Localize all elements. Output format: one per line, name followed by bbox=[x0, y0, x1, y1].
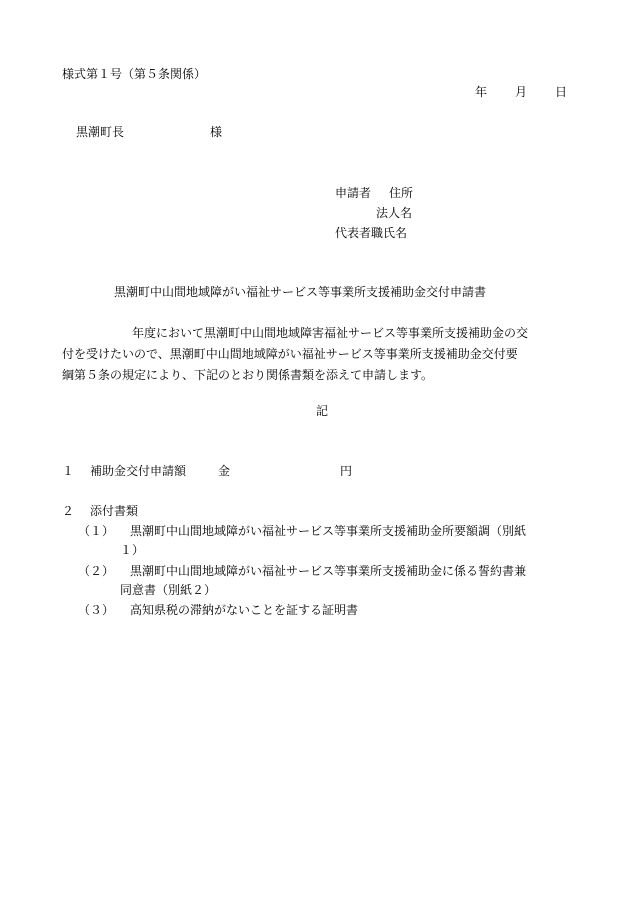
section-1-label: 補助金交付申請額 bbox=[90, 464, 187, 478]
addressee-honorific: 様 bbox=[210, 125, 223, 139]
attachment-item-2-text: 黒潮町中山間地域障がい福祉サービス等事業所支援補助金に係る誓約書兼 bbox=[130, 564, 527, 578]
section-1-kin: 金 bbox=[218, 464, 231, 478]
attachment-item-2-number: （２） bbox=[78, 564, 115, 578]
applicant-rep-label: 代表者職氏名 bbox=[335, 226, 408, 240]
attachment-item-1-text-cont: １） bbox=[120, 543, 145, 557]
attachment-item-2-text-cont: 同意書（別紙２） bbox=[120, 583, 217, 597]
applicant-corp-label: 法人名 bbox=[376, 206, 413, 220]
applicant-role-label: 申請者 bbox=[335, 186, 372, 200]
attachment-item-3-number: （３） bbox=[78, 603, 115, 617]
section-1-number: １ bbox=[62, 464, 75, 478]
body-line-1: 年度において黒潮町中山間地域障害福祉サービス等事業所支援補助金の交 bbox=[132, 326, 529, 340]
date-line bbox=[475, 84, 567, 101]
attachment-item-3-text: 高知県税の滞納がないことを証する証明書 bbox=[130, 603, 359, 617]
attachment-item-1-text: 黒潮町中山間地域障がい福祉サービス等事業所支援補助金所要額調（別紙 bbox=[130, 524, 527, 538]
date-year: 年 bbox=[475, 85, 488, 99]
section-2-label: 添付書類 bbox=[90, 504, 139, 518]
form-label: 様式第１号（第５条関係） bbox=[62, 67, 207, 81]
attachment-item-1-number: （１） bbox=[78, 524, 115, 538]
applicant-address-label: 住所 bbox=[389, 186, 414, 200]
body-paragraph bbox=[62, 323, 592, 386]
addressee bbox=[76, 124, 222, 141]
body-line-2: 付を受けたいので、黒潮町中山間地域障がい福祉サービス等事業所支援補助金交付要 bbox=[62, 347, 518, 361]
addressee-name: 黒潮町長 bbox=[76, 125, 125, 139]
date-day: 日 bbox=[555, 85, 568, 99]
date-month: 月 bbox=[515, 85, 528, 99]
section-1 bbox=[62, 463, 352, 480]
body-line-3: 綱第５条の規定により、下記のとおり関係書類を添えて申請します。 bbox=[62, 368, 434, 382]
section-1-yen: 円 bbox=[340, 464, 353, 478]
ki-marker: 記 bbox=[316, 404, 329, 418]
section-2-number: ２ bbox=[62, 504, 75, 518]
section-2-heading bbox=[62, 503, 138, 520]
document-title: 黒潮町中山間地域障がい福祉サービス等事業所支援補助金交付申請書 bbox=[114, 285, 487, 299]
